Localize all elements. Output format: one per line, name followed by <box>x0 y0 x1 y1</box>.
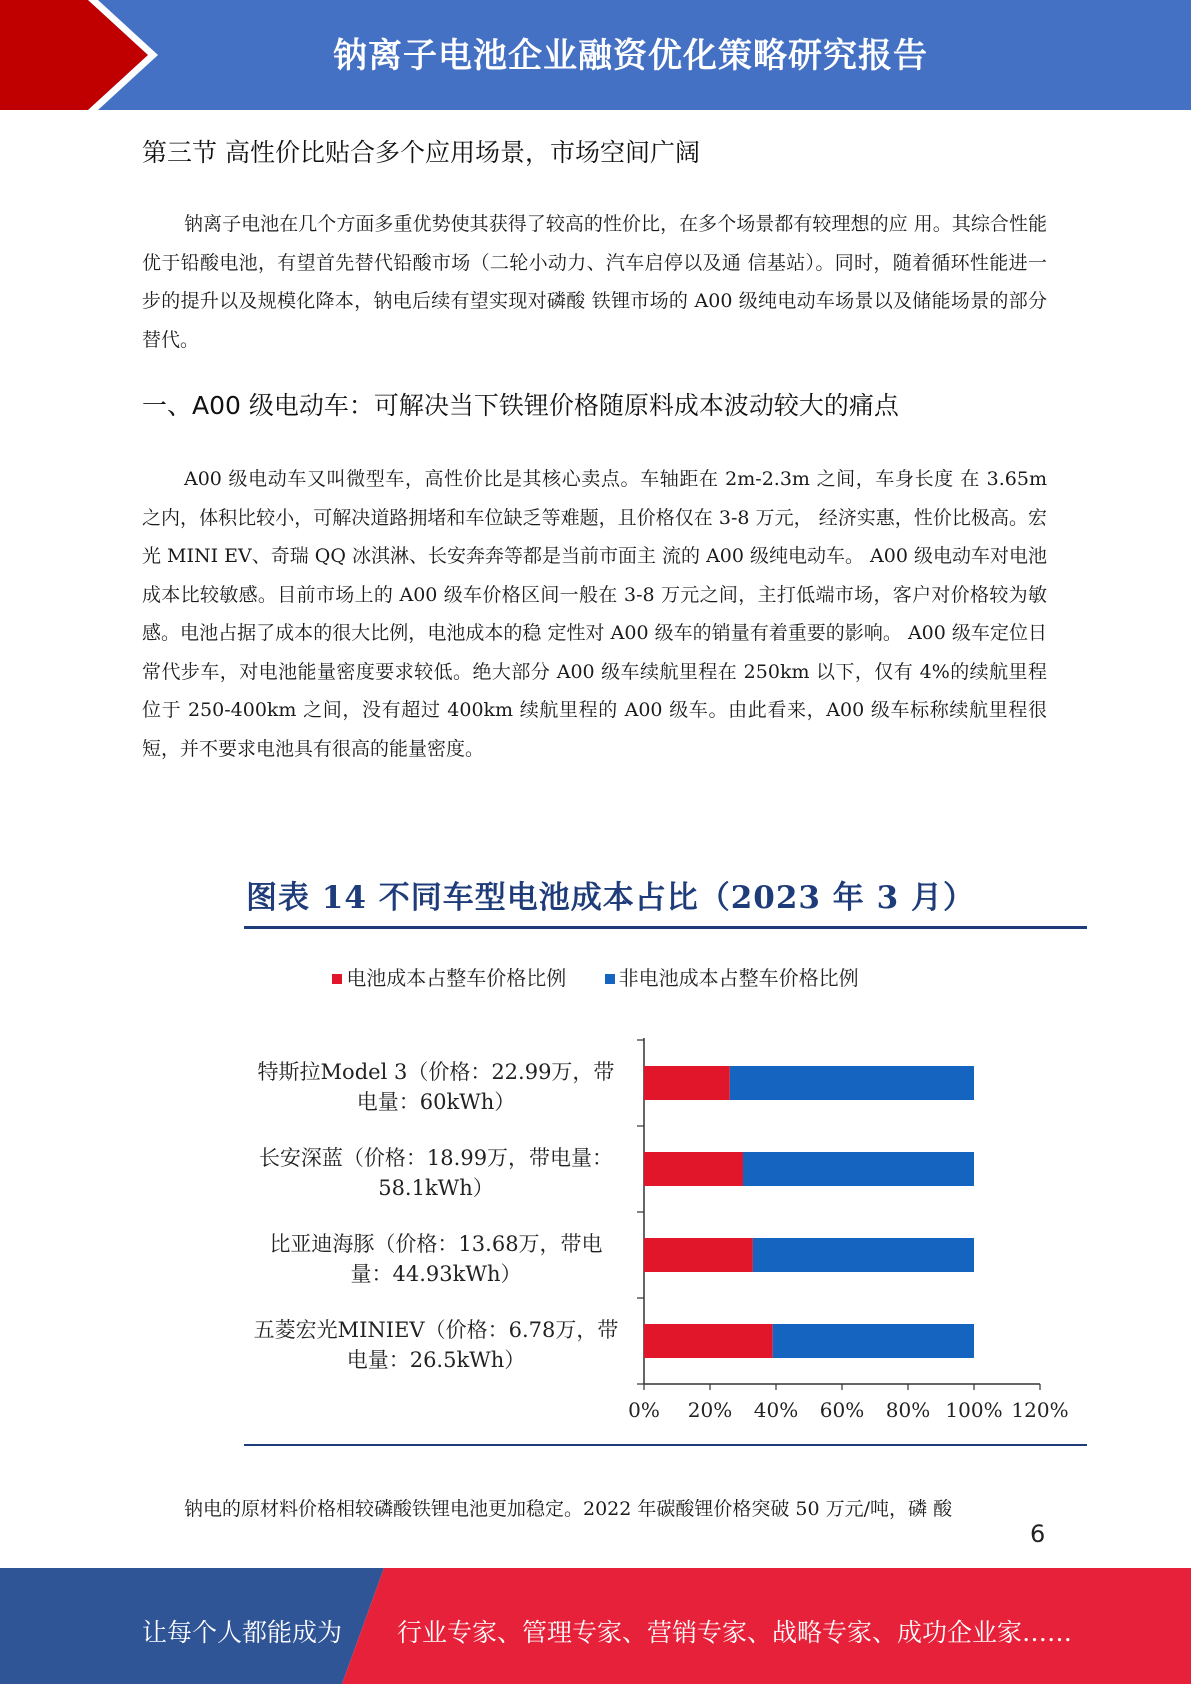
chart-legend <box>0 962 1191 991</box>
bar-battery-cost <box>644 1152 743 1186</box>
bar-battery-cost <box>644 1066 730 1100</box>
subsection-body-paragraph: A00 级电动车又叫微型车，高性价比是其核心卖点。车轴距在 2m-2.3m 之间，车身长度 在 3.65m 之内，体积比较小，可解决道路拥堵和车位缺乏等难题，且价格仅在 3-8 万元， 经济实惠，性价比极高。宏光 MINI EV、奇瑞 QQ 冰淇淋、长安奔奔等都是当前市面主 流的 A00 级纯电动车。 A00 级电动车对电池成本比较敏感。目前市场上的 A00 级车价格区间一般在 3-8 万元之间，主打低端市场，客户对价格较为敏感。电池占据了成本的很大比例，电池成本的稳 定性对 A00 级车的销量有着重要的影响。 A00 级车定位日常代步车，对电池能量密度要求较低。绝大部分 A00 级车续航里程在 250km 以下，仅有 4%的续航里程位于 250-400km 之间，没有超过 400km 续航里程的 A00 级车。由此看来，A00 级车标称续航里程很短，并不要求电池具有很高的能量密度。 <box>142 468 1047 760</box>
bar-non-battery-cost <box>730 1066 974 1100</box>
bar-non-battery-cost <box>753 1238 974 1272</box>
footer-slogan-right: 行业专家、管理专家、营销专家、战略专家、成功企业家…… <box>397 1618 1073 1647</box>
category-label: 比亚迪海豚（价格：13.68万，带电 量：44.93kWh） <box>269 1232 603 1286</box>
subsection-heading: 一、A00 级电动车：可解决当下铁锂价格随原料成本波动较大的痛点 <box>142 391 899 420</box>
x-tick-label: 60% <box>819 1398 865 1422</box>
figure-title: 图表 14 不同车型电池成本占比（2023 年 3 月） <box>246 880 975 916</box>
legend-item-non-battery <box>605 962 859 991</box>
figure-top-rule <box>244 926 1087 929</box>
category-label: 五菱宏光MINIEV（价格：6.78万，带 电量：26.5kWh） <box>253 1318 619 1372</box>
closing-paragraph: 钠电的原材料价格相较磷酸铁锂电池更加稳定。2022 年碳酸锂价格突破 50 万元/吨，磷 酸 <box>184 1498 953 1520</box>
figure-bottom-rule <box>244 1444 1087 1446</box>
x-tick-label: 100% <box>945 1398 1003 1422</box>
bar-non-battery-cost <box>773 1324 974 1358</box>
x-tick-label: 20% <box>687 1398 733 1422</box>
legend-swatch-battery <box>332 974 342 984</box>
section-intro-paragraph: 钠离子电池在几个方面多重优势使其获得了较高的性价比，在多个场景都有较理想的应 用。其综合性能优于铅酸电池，有望首先替代铅酸市场（二轮小动力、汽车启停以及通 信基站）。同时，随着循环性能进一步的提升以及规模化降本，钠电后续有望实现对磷酸 铁锂市场的 A00 级纯电动车场景以及储能场景的部分替代。 <box>142 213 1047 351</box>
footer-slogan-left: 让每个人都能成为 <box>142 1618 343 1647</box>
stacked-bar-chart <box>600 1030 1070 1430</box>
bar-non-battery-cost <box>743 1152 974 1186</box>
x-tick-label: 80% <box>885 1398 931 1422</box>
section-heading: 第三节 高性价比贴合多个应用场景，市场空间广阔 <box>142 138 700 167</box>
legend-swatch-non-battery <box>605 974 615 984</box>
report-title: 钠离子电池企业融资优化策略研究报告 <box>333 36 928 76</box>
legend-label-non-battery: 非电池成本占整车价格比例 <box>618 966 859 990</box>
bar-battery-cost <box>644 1238 753 1272</box>
x-tick-label: 40% <box>753 1398 799 1422</box>
x-tick-label: 120% <box>1011 1398 1069 1422</box>
category-label: 长安深蓝（价格：18.99万，带电量： 58.1kWh） <box>258 1146 614 1200</box>
page-footer <box>0 1568 1191 1684</box>
legend-item-battery <box>332 962 566 991</box>
page-header <box>0 0 1191 110</box>
x-tick-label: 0% <box>628 1398 660 1422</box>
legend-label-battery: 电池成本占整车价格比例 <box>346 966 567 990</box>
category-label: 特斯拉Model 3（价格：22.99万，带 电量：60kWh） <box>257 1060 615 1114</box>
page-number: 6 <box>1030 1520 1046 1548</box>
bar-battery-cost <box>644 1324 773 1358</box>
